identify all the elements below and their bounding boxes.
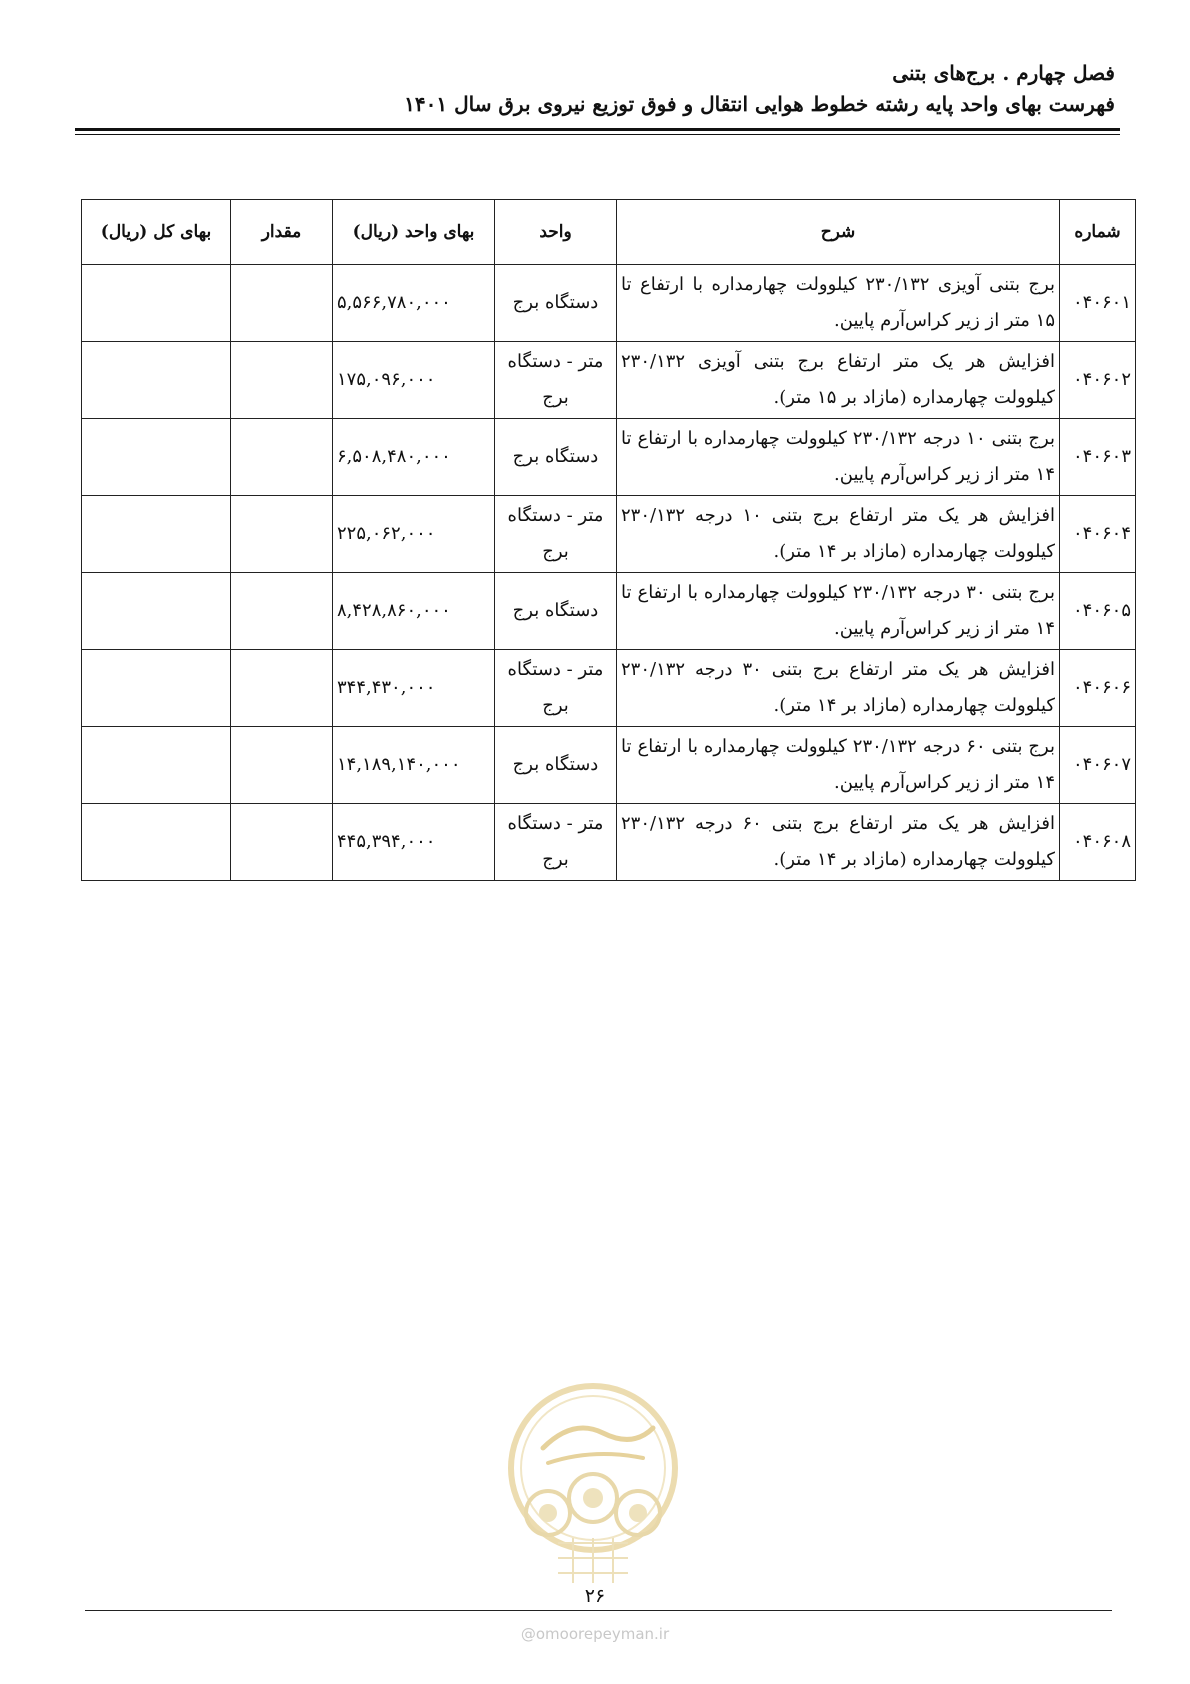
item-description: برج بتنی آویزی ۲۳۰/۱۳۲ کیلوولت چهارمداره با ارتفاع تا ۱۵ متر از زیر کراس‌آرم پایین. <box>617 265 1060 342</box>
item-total-price <box>82 804 231 881</box>
item-code: ۰۴۰۶۰۶ <box>1060 650 1136 727</box>
item-code: ۰۴۰۶۰۲ <box>1060 342 1136 419</box>
chapter-title: فصل چهارم . برج‌های بتنی <box>892 61 1115 85</box>
item-total-price <box>82 419 231 496</box>
item-total-price <box>82 342 231 419</box>
item-quantity <box>231 650 333 727</box>
item-total-price <box>82 496 231 573</box>
item-code: ۰۴۰۶۰۱ <box>1060 265 1136 342</box>
item-unit-price: ۳۴۴,۴۳۰,۰۰۰ <box>333 650 495 727</box>
item-description: افزایش هر یک متر ارتفاع برج بتنی ۱۰ درجه ۲۳۰/۱۳۲ کیلوولت چهارمداره (مازاد بر ۱۴ متر). <box>617 496 1060 573</box>
watermark-url: @omoorepeyman.ir <box>520 1625 670 1643</box>
column-header-description: شرح <box>617 200 1060 265</box>
item-description: برج بتنی ۳۰ درجه ۲۳۰/۱۳۲ کیلوولت چهارمداره با ارتفاع تا ۱۴ متر از زیر کراس‌آرم پایین. <box>617 573 1060 650</box>
item-unit-price: ۱۷۵,۰۹۶,۰۰۰ <box>333 342 495 419</box>
item-quantity <box>231 573 333 650</box>
column-header-code: شماره <box>1060 200 1136 265</box>
item-quantity <box>231 265 333 342</box>
item-unit: متر - دستگاه برج <box>495 342 617 419</box>
column-header-unit-price: بهای واحد (ریال) <box>333 200 495 265</box>
header-rule-thin <box>75 134 1120 135</box>
column-header-quantity: مقدار <box>231 200 333 265</box>
table-row <box>82 342 1136 419</box>
item-unit-price: ۶,۵۰۸,۴۸۰,۰۰۰ <box>333 419 495 496</box>
item-code: ۰۴۰۶۰۷ <box>1060 727 1136 804</box>
item-description: افزایش هر یک متر ارتفاع برج بتنی آویزی ۲۳۰/۱۳۲ کیلوولت چهارمداره (مازاد بر ۱۵ متر). <box>617 342 1060 419</box>
item-quantity <box>231 804 333 881</box>
footer-rule <box>85 1610 1112 1611</box>
item-total-price <box>82 573 231 650</box>
item-unit: دستگاه برج <box>495 727 617 804</box>
table-row <box>82 804 1136 881</box>
table-row <box>82 650 1136 727</box>
table-row <box>82 573 1136 650</box>
document-title: فهرست بهای واحد پایه رشته خطوط هوایی انتقال و فوق توزیع نیروی برق سال ۱۴۰۱ <box>404 92 1115 116</box>
table-header-row <box>82 200 1136 265</box>
item-unit: متر - دستگاه برج <box>495 650 617 727</box>
item-quantity <box>231 419 333 496</box>
item-unit: دستگاه برج <box>495 419 617 496</box>
item-unit: دستگاه برج <box>495 265 617 342</box>
item-quantity <box>231 342 333 419</box>
item-code: ۰۴۰۶۰۵ <box>1060 573 1136 650</box>
item-description: افزایش هر یک متر ارتفاع برج بتنی ۳۰ درجه ۲۳۰/۱۳۲ کیلوولت چهارمداره (مازاد بر ۱۴ متر). <box>617 650 1060 727</box>
item-unit-price: ۲۲۵,۰۶۲,۰۰۰ <box>333 496 495 573</box>
item-unit: متر - دستگاه برج <box>495 804 617 881</box>
table-row <box>82 419 1136 496</box>
page-number: ۲۶ <box>584 1585 606 1607</box>
watermark-logo-icon <box>503 1378 683 1593</box>
header-rule <box>75 128 1120 131</box>
price-table <box>81 199 1136 881</box>
item-description: برج بتنی ۶۰ درجه ۲۳۰/۱۳۲ کیلوولت چهارمداره با ارتفاع تا ۱۴ متر از زیر کراس‌آرم پایین. <box>617 727 1060 804</box>
column-header-total-price: بهای کل (ریال) <box>82 200 231 265</box>
table-row <box>82 727 1136 804</box>
table-row <box>82 496 1136 573</box>
item-code: ۰۴۰۶۰۴ <box>1060 496 1136 573</box>
item-total-price <box>82 265 231 342</box>
item-total-price <box>82 727 231 804</box>
item-unit: متر - دستگاه برج <box>495 496 617 573</box>
item-unit-price: ۱۴,۱۸۹,۱۴۰,۰۰۰ <box>333 727 495 804</box>
column-header-unit: واحد <box>495 200 617 265</box>
item-description: برج بتنی ۱۰ درجه ۲۳۰/۱۳۲ کیلوولت چهارمداره با ارتفاع تا ۱۴ متر از زیر کراس‌آرم پایین. <box>617 419 1060 496</box>
table-row <box>82 265 1136 342</box>
item-total-price <box>82 650 231 727</box>
item-code: ۰۴۰۶۰۸ <box>1060 804 1136 881</box>
item-unit-price: ۸,۴۲۸,۸۶۰,۰۰۰ <box>333 573 495 650</box>
item-unit: دستگاه برج <box>495 573 617 650</box>
item-unit-price: ۴۴۵,۳۹۴,۰۰۰ <box>333 804 495 881</box>
item-quantity <box>231 727 333 804</box>
item-unit-price: ۵,۵۶۶,۷۸۰,۰۰۰ <box>333 265 495 342</box>
item-code: ۰۴۰۶۰۳ <box>1060 419 1136 496</box>
page-header <box>70 58 1115 120</box>
item-description: افزایش هر یک متر ارتفاع برج بتنی ۶۰ درجه ۲۳۰/۱۳۲ کیلوولت چهارمداره (مازاد بر ۱۴ متر). <box>617 804 1060 881</box>
item-quantity <box>231 496 333 573</box>
